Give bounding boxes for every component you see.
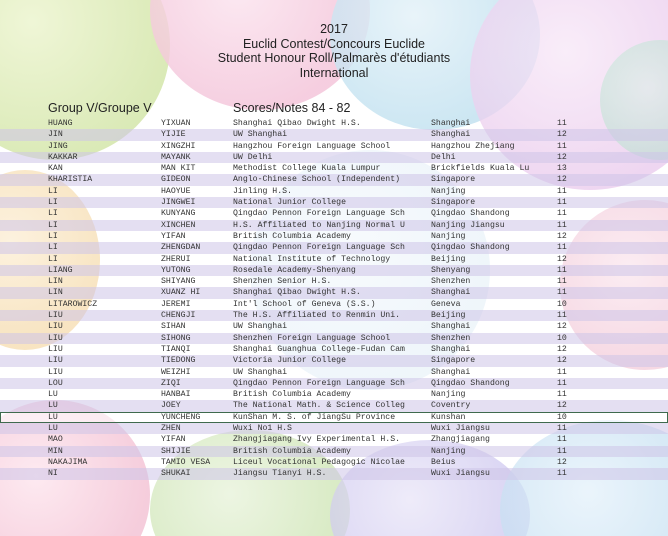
grade-cell: 11 (557, 186, 567, 196)
last-name-cell: KAN (48, 164, 63, 174)
city-cell: Nanjing (431, 446, 466, 456)
school-cell: KunShan M. S. of JiangSu Province (233, 412, 396, 422)
city-cell: Wuxi Jiangsu (431, 469, 490, 479)
grade-cell: 11 (557, 378, 567, 388)
first-name-cell: SHIJIE (161, 446, 191, 456)
city-cell: Qingdao Shandong (431, 243, 510, 253)
school-cell: H.S. Affiliated to Nanjing Normal U (233, 220, 405, 230)
first-name-cell: JOEY (161, 401, 181, 411)
school-cell: National Junior College (233, 198, 347, 208)
first-name-cell: CHENGJI (161, 311, 196, 321)
table-row (0, 186, 668, 197)
first-name-cell: WEIZHI (161, 367, 191, 377)
last-name-cell: LIU (48, 356, 63, 366)
table-row (0, 129, 668, 140)
school-cell: Shanghai Qibao Dwight H.S. (233, 119, 361, 128)
city-cell: Kunshan (431, 412, 466, 422)
first-name-cell: YUNCHENG (161, 412, 201, 422)
grade-cell: 12 (557, 152, 567, 162)
table-row (0, 310, 668, 321)
grade-cell: 10 (557, 299, 567, 309)
table-row (0, 174, 668, 185)
last-name-cell: HUANG (48, 119, 73, 128)
city-cell: Hangzhou Zhejiang (431, 141, 515, 151)
school-cell: UW Shanghai (233, 322, 288, 332)
school-cell: Qingdao Pennon Foreign Language Sch (233, 243, 405, 253)
table-row (0, 367, 668, 378)
school-cell: Shenzhen Senior H.S. (233, 277, 332, 287)
school-cell: British Columbia Academy (233, 446, 351, 456)
city-cell: Shanghai (431, 322, 471, 332)
grade-cell: 12 (557, 175, 567, 185)
school-cell: Jinling H.S. (233, 186, 292, 196)
last-name-cell: LIU (48, 344, 63, 354)
city-cell: Delhi (431, 152, 456, 162)
last-name-cell: LI (48, 220, 58, 230)
city-cell: Nanjing (431, 231, 466, 241)
city-cell: Beijing (431, 254, 466, 264)
last-name-cell: NI (48, 469, 58, 479)
last-name-cell: JIN (48, 130, 63, 140)
header-contest: Euclid Contest/Concours Euclide (242, 36, 426, 51)
first-name-cell: GIDEON (161, 175, 191, 185)
table-row (0, 457, 668, 468)
last-name-cell: LI (48, 231, 58, 241)
school-cell: Wuxi No1 H.S (233, 424, 292, 434)
table-row (0, 242, 668, 253)
last-name-cell: LI (48, 209, 58, 219)
last-name-cell: LIU (48, 333, 63, 343)
last-name-cell: LI (48, 254, 58, 264)
first-name-cell: TAMIO VESA (161, 457, 211, 467)
table-row (0, 321, 668, 332)
table-row (0, 197, 668, 208)
table-row (0, 378, 668, 389)
grade-cell: 11 (557, 288, 567, 298)
grade-cell: 11 (557, 390, 567, 400)
document-header (0, 22, 668, 80)
first-name-cell: YIXUAN (161, 119, 191, 128)
last-name-cell: LI (48, 186, 58, 196)
last-name-cell: LITAROWICZ (48, 299, 98, 309)
first-name-cell: YIJIE (161, 130, 186, 140)
scores-label: Scores/Notes 84 - 82 (233, 101, 351, 115)
school-cell: Liceul Vocational Pedagogic Nicolae (233, 457, 405, 467)
table-row (0, 208, 668, 219)
school-cell: UW Shanghai (233, 130, 288, 140)
city-cell: Singapore (431, 175, 476, 185)
grade-cell: 12 (557, 130, 567, 140)
grade-cell: 10 (557, 412, 567, 422)
school-cell: Qingdao Pennon Foreign Language Sch (233, 209, 405, 219)
table-row-highlighted (0, 412, 668, 423)
last-name-cell: NAKAJIMA (48, 457, 88, 467)
city-cell: Nanjing Jiangsu (431, 220, 505, 230)
header-year: 2017 (320, 22, 348, 36)
first-name-cell: YIFAN (161, 435, 186, 445)
first-name-cell: SHIYANG (161, 277, 196, 287)
first-name-cell: ZHENGDAN (161, 243, 201, 253)
table-row (0, 389, 668, 400)
first-name-cell: ZIQI (161, 378, 181, 388)
first-name-cell: JINGWEI (161, 198, 196, 208)
first-name-cell: MAYANK (161, 152, 191, 162)
table-row (0, 231, 668, 242)
grade-cell: 13 (557, 164, 567, 174)
last-name-cell: MAO (48, 435, 63, 445)
header-honour-roll: Student Honour Roll/Palmarès d'étudiants (217, 51, 451, 65)
last-name-cell: LIN (48, 277, 63, 287)
city-cell: Shenyang (431, 265, 471, 275)
first-name-cell: SHUKAI (161, 469, 191, 479)
first-name-cell: JEREMI (161, 299, 191, 309)
last-name-cell: LIU (48, 322, 63, 332)
grade-cell: 11 (557, 424, 567, 434)
first-name-cell: HANBAI (161, 390, 191, 400)
city-cell: Shanghai (431, 119, 471, 128)
city-cell: Beius (431, 457, 456, 467)
table-row (0, 163, 668, 174)
first-name-cell: XINCHEN (161, 220, 196, 230)
last-name-cell: LI (48, 198, 58, 208)
grade-cell: 11 (557, 311, 567, 321)
city-cell: Nanjing (431, 186, 466, 196)
last-name-cell: LOU (48, 378, 63, 388)
school-cell: UW Delhi (233, 152, 273, 162)
header-region: International (299, 65, 369, 80)
last-name-cell: KHARISTIA (48, 175, 93, 185)
school-cell: Shanghai Qibao Dwight H.S. (233, 288, 361, 298)
last-name-cell: KAKKAR (48, 152, 78, 162)
school-cell: Anglo-Chinese School (Independent) (233, 175, 401, 185)
honour-roll-table (0, 118, 668, 480)
grade-cell: 12 (557, 254, 567, 264)
city-cell: Qingdao Shandong (431, 209, 510, 219)
first-name-cell: YUTONG (161, 265, 191, 275)
last-name-cell: LU (48, 424, 58, 434)
school-cell: National Institute of Technology (233, 254, 391, 264)
grade-cell: 12 (557, 401, 567, 411)
city-cell: Shanghai (431, 344, 471, 354)
grade-cell: 12 (557, 322, 567, 332)
grade-cell: 12 (557, 457, 567, 467)
city-cell: Wuxi Jiangsu (431, 424, 490, 434)
first-name-cell: XUANZ HI (161, 288, 201, 298)
table-row (0, 446, 668, 457)
table-row (0, 287, 668, 298)
last-name-cell: LIN (48, 288, 63, 298)
school-cell: Shenzhen Foreign Language School (233, 333, 391, 343)
grade-cell: 11 (557, 243, 567, 253)
last-name-cell: LIANG (48, 265, 73, 275)
last-name-cell: LIU (48, 311, 63, 321)
city-cell: Coventry (431, 401, 471, 411)
school-cell: UW Shanghai (233, 367, 288, 377)
school-cell: British Columbia Academy (233, 231, 351, 241)
grade-cell: 11 (557, 265, 567, 275)
school-cell: British Columbia Academy (233, 390, 351, 400)
school-cell: Hangzhou Foreign Language School (233, 141, 391, 151)
city-cell: Geneva (431, 299, 461, 309)
last-name-cell: LU (48, 412, 58, 422)
grade-cell: 11 (557, 209, 567, 219)
first-name-cell: SIHONG (161, 333, 191, 343)
first-name-cell: ZHERUI (161, 254, 191, 264)
school-cell: Shanghai Guanghua College-Fudan Cam (233, 344, 405, 354)
first-name-cell: HAOYUE (161, 186, 191, 196)
last-name-cell: LU (48, 401, 58, 411)
grade-cell: 11 (557, 435, 567, 445)
first-name-cell: YIFAN (161, 231, 186, 241)
school-cell: The H.S. Affiliated to Renmin Uni. (233, 311, 401, 321)
city-cell: Singapore (431, 356, 476, 366)
city-cell: Brickfields Kuala Lu (431, 164, 530, 174)
grade-cell: 11 (557, 469, 567, 479)
table-row (0, 468, 668, 479)
school-cell: Int'l School of Geneva (S.S.) (233, 299, 376, 309)
last-name-cell: LIU (48, 367, 63, 377)
grade-cell: 11 (557, 119, 567, 128)
grade-cell: 11 (557, 220, 567, 230)
city-cell: Nanjing (431, 390, 466, 400)
table-row (0, 355, 668, 366)
school-cell: Jiangsu Tianyi H.S. (233, 469, 327, 479)
grade-cell: 12 (557, 356, 567, 366)
school-cell: Qingdao Pennon Foreign Language Sch (233, 378, 405, 388)
grade-cell: 11 (557, 367, 567, 377)
table-row (0, 276, 668, 287)
city-cell: Beijing (431, 311, 466, 321)
grade-cell: 11 (557, 446, 567, 456)
first-name-cell: KUNYANG (161, 209, 196, 219)
group-label: Group V/Groupe V (48, 101, 152, 115)
city-cell: Shenzhen (431, 277, 471, 287)
city-cell: Shanghai (431, 288, 471, 298)
school-cell: The National Math. & Science Colleg (233, 401, 405, 411)
first-name-cell: MAN KIT (161, 164, 196, 174)
city-cell: Shanghai (431, 130, 471, 140)
first-name-cell: TIANQI (161, 344, 191, 354)
last-name-cell: MIN (48, 446, 63, 456)
last-name-cell: JING (48, 141, 68, 151)
grade-cell: 12 (557, 344, 567, 354)
city-cell: Qingdao Shandong (431, 378, 510, 388)
grade-cell: 11 (557, 141, 567, 151)
school-cell: Zhangjiagang Ivy Experimental H.S. (233, 435, 401, 445)
last-name-cell: LU (48, 390, 58, 400)
grade-cell: 10 (557, 333, 567, 343)
first-name-cell: TIEDONG (161, 356, 196, 366)
school-cell: Victoria Junior College (233, 356, 347, 366)
city-cell: Zhangjiagang (431, 435, 490, 445)
first-name-cell: ZHEN (161, 424, 181, 434)
grade-cell: 11 (557, 198, 567, 208)
first-name-cell: XINGZHI (161, 141, 196, 151)
table-row (0, 299, 668, 310)
grade-cell: 11 (557, 277, 567, 287)
city-cell: Singapore (431, 198, 476, 208)
city-cell: Shenzhen (431, 333, 471, 343)
table-row (0, 265, 668, 276)
last-name-cell: LI (48, 243, 58, 253)
table-row (0, 152, 668, 163)
table-row (0, 400, 668, 411)
city-cell: Shanghai (431, 367, 471, 377)
table-row (0, 254, 668, 265)
school-cell: Rosedale Academy-Shenyang (233, 265, 356, 275)
table-row (0, 333, 668, 344)
table-row (0, 118, 668, 129)
table-row (0, 423, 668, 434)
table-row (0, 434, 668, 445)
table-row (0, 141, 668, 152)
table-row (0, 220, 668, 231)
table-row (0, 344, 668, 355)
grade-cell: 12 (557, 231, 567, 241)
school-cell: Methodist College Kuala Lumpur (233, 164, 381, 174)
first-name-cell: SIHAN (161, 322, 186, 332)
